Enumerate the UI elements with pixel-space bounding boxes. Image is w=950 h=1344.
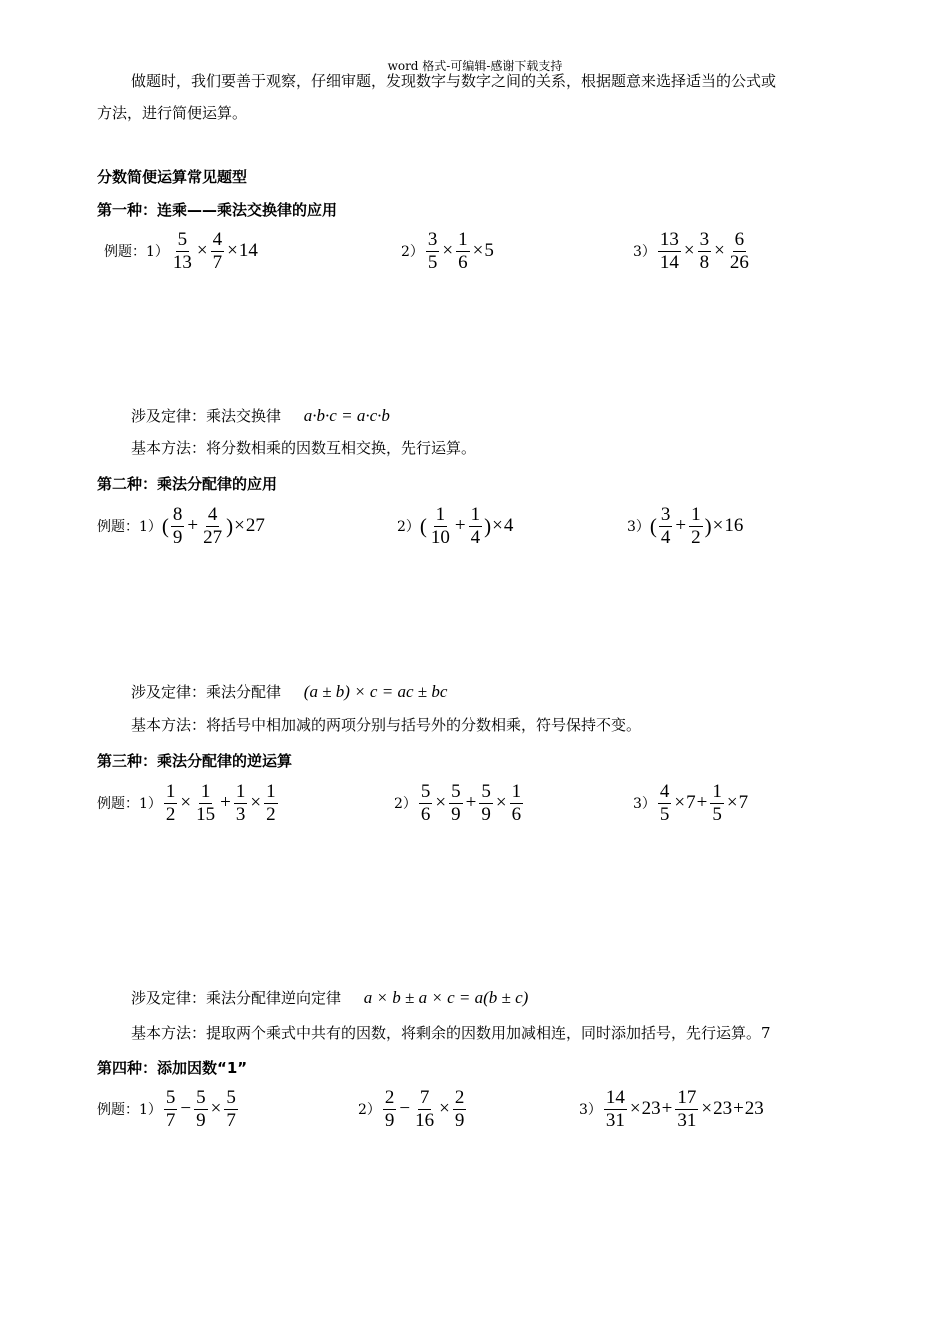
type-4-title: 第四种：添加因数“1” bbox=[97, 1059, 248, 1077]
example-label: 2） bbox=[397, 519, 420, 536]
type-1-example-1 bbox=[104, 230, 258, 273]
example-prefix: 例题：1） bbox=[104, 244, 169, 261]
law-label: 涉及定律：乘法分配律逆向定律 bbox=[131, 989, 342, 1007]
fraction: $\frac{1}{2}$ bbox=[165, 781, 176, 825]
fraction: $\frac{7}{16}$ bbox=[415, 1087, 435, 1131]
math-expression: $\frac{13}{14}$ × $\frac{3}{8}$ × $\frac{6}{26}$ bbox=[659, 229, 749, 273]
math-expression: ( $\frac{8}{9}$ + $\frac{4}{27}$ ) × 27 bbox=[161, 504, 265, 548]
law-formula: a·b·c = a·c·b bbox=[303, 406, 390, 425]
type-2-method: 基本方法：将括号中相加减的两项分别与括号外的分数相乘，符号保持不变。 bbox=[131, 716, 642, 734]
example-prefix: 例题：1） bbox=[97, 796, 162, 813]
fraction: $\frac{5}{9}$ bbox=[196, 1087, 206, 1131]
fraction: $\frac{1}{6}$ bbox=[458, 229, 468, 273]
example-label: 2） bbox=[358, 1102, 381, 1119]
type-3-method: 基本方法：提取两个乘式中共有的因数，将剩余的因数用加减相连，同时添加括号，先行运算。7 bbox=[131, 1024, 771, 1042]
law-label: 涉及定律：乘法交换律 bbox=[131, 407, 282, 425]
fraction: $\frac{5}{7}$ bbox=[226, 1087, 236, 1131]
type-1-example-2 bbox=[401, 230, 494, 273]
math-expression: $\frac{5}{6}$ × $\frac{5}{9}$ + $\frac{5}{9}$ × $\frac{1}{6}$ bbox=[420, 781, 522, 825]
fraction: $\frac{1}{2}$ bbox=[691, 504, 701, 548]
type-3-example-3 bbox=[633, 782, 748, 825]
type-2-example-3 bbox=[627, 505, 743, 548]
type-2-law bbox=[131, 681, 447, 702]
intro-line-1: 做题时，我们要善于观察，仔细审题，发现数字与数字之间的关系，根据题意来选择适当的公式或 bbox=[131, 72, 777, 90]
type-3-example-2 bbox=[394, 782, 525, 825]
fraction: $\frac{5}{6}$ bbox=[420, 781, 431, 825]
math-expression: $\frac{1}{2}$ × $\frac{1}{15}$ + $\frac{1}{3}$ × $\frac{1}{2}$ bbox=[165, 781, 276, 825]
math-expression: ( $\frac{3}{4}$ + $\frac{1}{2}$ ) × 16 bbox=[649, 504, 744, 548]
fraction: $\frac{6}{26}$ bbox=[729, 229, 749, 273]
type-3-title: 第三种：乘法分配律的逆运算 bbox=[97, 752, 293, 770]
fraction: $\frac{1}{2}$ bbox=[266, 781, 276, 825]
fraction: $\frac{1}{5}$ bbox=[712, 781, 722, 825]
example-label: 3） bbox=[627, 519, 650, 536]
fraction: $\frac{14}{31}$ bbox=[605, 1087, 625, 1131]
type-3-example-1 bbox=[97, 782, 280, 825]
example-label: 2） bbox=[394, 796, 417, 813]
type-1-example-3 bbox=[633, 230, 753, 273]
fraction: $\frac{1}{10}$ bbox=[430, 504, 450, 548]
header-watermark: word 格式-可编辑-感谢下载支持 bbox=[387, 59, 563, 73]
fraction: $\frac{1}{6}$ bbox=[511, 781, 522, 825]
example-prefix: 例题：1） bbox=[97, 1102, 162, 1119]
law-formula: a × b ± a × c = a(b ± c) bbox=[363, 988, 529, 1007]
type-2-title: 第二种：乘法分配律的应用 bbox=[97, 475, 278, 493]
example-label: 3） bbox=[633, 244, 656, 261]
math-expression: $\frac{2}{9}$ − $\frac{7}{16}$ × $\frac{2}{9}$ bbox=[384, 1087, 465, 1131]
fraction: $\frac{17}{31}$ bbox=[677, 1087, 697, 1131]
fraction: $\frac{3}{4}$ bbox=[660, 504, 671, 548]
type-2-example-1 bbox=[97, 505, 265, 548]
fraction: $\frac{3}{8}$ bbox=[699, 229, 710, 273]
type-4-example-2 bbox=[358, 1088, 468, 1131]
math-expression: $\frac{5}{13}$ × $\frac{4}{7}$ × 14 bbox=[172, 229, 258, 273]
math-expression: $\frac{4}{5}$ × 7 + $\frac{1}{5}$ × 7 bbox=[659, 781, 749, 825]
fraction: $\frac{2}{9}$ bbox=[384, 1087, 395, 1131]
fraction: $\frac{3}{5}$ bbox=[427, 229, 438, 273]
type-2-example-2 bbox=[397, 505, 513, 548]
law-formula: (a ± b) × c = ac ± bc bbox=[303, 682, 448, 701]
type-1-title: 第一种：连乘——乘法交换律的应用 bbox=[97, 201, 338, 219]
fraction: $\frac{1}{4}$ bbox=[470, 504, 481, 548]
type-1-law bbox=[131, 405, 390, 426]
math-expression: $\frac{3}{5}$ × $\frac{1}{6}$ × 5 bbox=[427, 229, 494, 273]
math-expression: ( $\frac{1}{10}$ + $\frac{1}{4}$ ) × 4 bbox=[419, 504, 514, 548]
intro-line-2: 方法，进行简便运算。 bbox=[97, 104, 248, 122]
math-expression: $\frac{14}{31}$ × 23 + $\frac{17}{31}$ × 23 + 23 bbox=[605, 1087, 764, 1131]
fraction: $\frac{4}{5}$ bbox=[659, 781, 670, 825]
example-label: 3） bbox=[633, 796, 656, 813]
fraction: $\frac{4}{7}$ bbox=[212, 229, 223, 273]
type-1-method: 基本方法：将分数相乘的因数互相交换，先行运算。 bbox=[131, 439, 477, 457]
math-expression: $\frac{5}{7}$ − $\frac{5}{9}$ × $\frac{5}{7}$ bbox=[165, 1087, 236, 1131]
section-title: 分数简便运算常见题型 bbox=[97, 168, 248, 186]
fraction: $\frac{2}{9}$ bbox=[454, 1087, 465, 1131]
law-label: 涉及定律：乘法分配律 bbox=[131, 683, 282, 701]
type-3-law bbox=[131, 987, 528, 1008]
example-label: 2） bbox=[401, 244, 424, 261]
type-4-example-1 bbox=[97, 1088, 240, 1131]
fraction: $\frac{5}{9}$ bbox=[481, 781, 491, 825]
fraction: $\frac{4}{27}$ bbox=[203, 504, 223, 548]
fraction: $\frac{5}{9}$ bbox=[451, 781, 461, 825]
fraction: $\frac{1}{15}$ bbox=[196, 781, 216, 825]
type-4-example-3 bbox=[579, 1088, 764, 1131]
example-prefix: 例题：1） bbox=[97, 519, 162, 536]
example-label: 3） bbox=[579, 1102, 602, 1119]
fraction: $\frac{13}{14}$ bbox=[659, 229, 679, 273]
fraction: $\frac{1}{3}$ bbox=[235, 781, 246, 825]
fraction: $\frac{8}{9}$ bbox=[172, 504, 183, 548]
fraction: $\frac{5}{13}$ bbox=[172, 229, 192, 273]
fraction: $\frac{5}{7}$ bbox=[165, 1087, 176, 1131]
